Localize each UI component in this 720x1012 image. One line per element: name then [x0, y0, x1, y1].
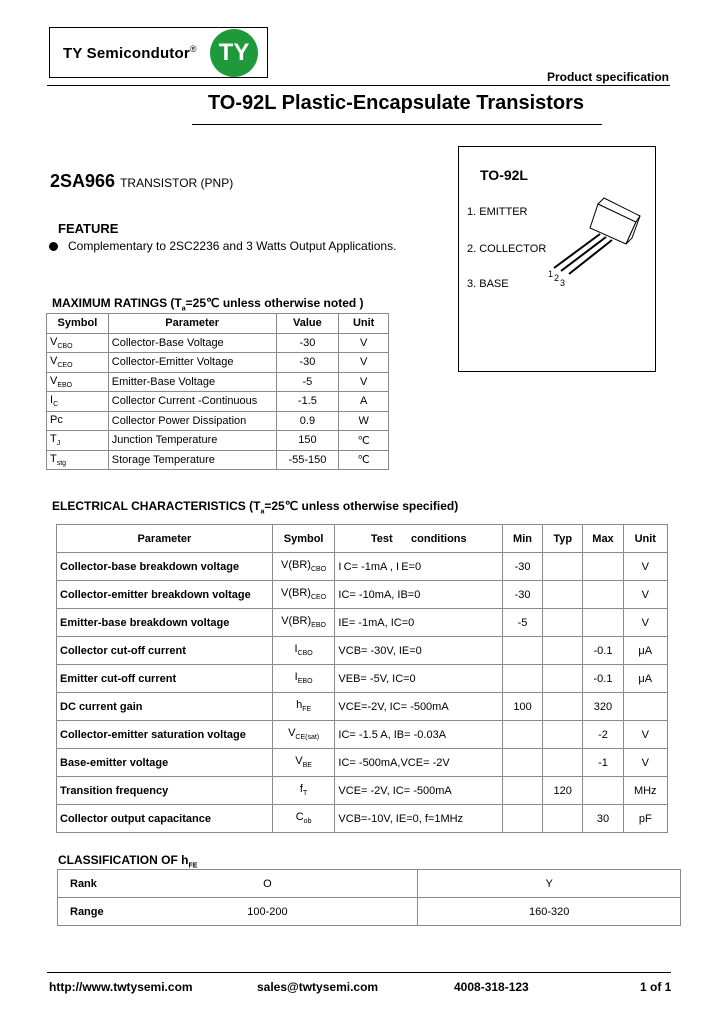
parameter-cell: Collector-emitter breakdown voltage — [57, 581, 273, 609]
max-cell — [583, 609, 623, 637]
col-header: Typ — [542, 525, 582, 553]
condition-cell: VEB= -5V, IC=0 — [335, 665, 503, 693]
unit-cell: V — [339, 333, 389, 353]
parameter-cell: Collector output capacitance — [57, 805, 273, 833]
unit-cell: μA — [623, 665, 667, 693]
parameter-cell: Collector cut-off current — [57, 637, 273, 665]
col-header: Parameter — [57, 525, 273, 553]
typ-cell — [542, 553, 582, 581]
unit-cell — [623, 693, 667, 721]
symbol-cell: $V(BR)_{CBO}$ — [272, 553, 335, 581]
parameter-cell: Emitter-Base Voltage — [108, 372, 276, 392]
condition-cell: VCE=-2V, IC= -500mA — [335, 693, 503, 721]
min-cell — [503, 749, 543, 777]
header-divider — [47, 85, 670, 86]
footer-url[interactable]: http://www.twtysemi.com — [49, 980, 193, 994]
col-header: Symbol — [272, 525, 335, 553]
max-cell — [583, 581, 623, 609]
classification-table — [57, 869, 681, 926]
value-cell: 0.9 — [276, 411, 339, 431]
max-ratings-table — [46, 313, 389, 470]
col-header: Symbol — [47, 314, 109, 334]
max-ratings-title: MAXIMUM RATINGS ($T_a=25℃$ unless otherwise noted ) — [52, 296, 364, 313]
feature-text: Complementary to 2SC2236 and 3 Watts Output Applications. — [68, 239, 397, 253]
typ-cell — [542, 805, 582, 833]
value-cell: 150 — [276, 431, 339, 451]
min-cell: -30 — [503, 553, 543, 581]
table-row — [47, 392, 389, 412]
electrical-title: ELECTRICAL CHARACTERISTICS ($T_a=25℃$ unless otherwise specified) — [52, 499, 459, 516]
max-cell: -1 — [583, 749, 623, 777]
unit-cell: ℃ — [339, 431, 389, 451]
footer-divider — [47, 972, 671, 973]
parameter-cell: Base-emitter voltage — [57, 749, 273, 777]
rank-label: Rank — [58, 870, 118, 898]
col-header: Parameter — [108, 314, 276, 334]
unit-cell: MHz — [623, 777, 667, 805]
condition-cell: IC= -500mA,VCE= -2V — [335, 749, 503, 777]
symbol-cell: $I_C$ — [47, 392, 109, 412]
unit-cell: V — [623, 749, 667, 777]
symbol-cell: Pc — [47, 411, 109, 431]
package-name: TO-92L — [480, 167, 528, 183]
table-row — [47, 353, 389, 373]
ty-logo: TY — [210, 29, 258, 77]
unit-cell: V — [623, 553, 667, 581]
to92l-package-icon — [540, 182, 650, 292]
condition-cell: VCE= -2V, IC= -500mA — [335, 777, 503, 805]
table-row — [57, 749, 668, 777]
electrical-table — [56, 524, 668, 833]
min-cell — [503, 777, 543, 805]
table-row — [47, 450, 389, 470]
unit-cell: A — [339, 392, 389, 412]
product-specification-label: Product specification — [546, 70, 669, 84]
max-cell — [583, 553, 623, 581]
value-cell: -5 — [276, 372, 339, 392]
rank-y: Y — [418, 870, 681, 898]
electrical-header-row — [57, 525, 668, 553]
min-cell: 100 — [503, 693, 543, 721]
pin-number-3: 3 — [560, 278, 566, 288]
max-cell: 320 — [583, 693, 623, 721]
parameter-cell: Storage Temperature — [108, 450, 276, 470]
parameter-cell: Collector Current -Continuous — [108, 392, 276, 412]
unit-cell: V — [339, 372, 389, 392]
value-cell: -30 — [276, 333, 339, 353]
unit-cell: V — [623, 721, 667, 749]
condition-cell: I C= -1mA , I E=0 — [335, 553, 503, 581]
part-heading — [50, 171, 233, 192]
table-row — [57, 581, 668, 609]
typ-cell: 120 — [542, 777, 582, 805]
value-cell: -30 — [276, 353, 339, 373]
symbol-cell: $I_{CBO}$ — [272, 637, 335, 665]
pin-number-1: 1 — [548, 269, 554, 279]
symbol-cell: $V_{CEO}$ — [47, 353, 109, 373]
min-cell: -30 — [503, 581, 543, 609]
value-cell: -1.5 — [276, 392, 339, 412]
range-o: 100-200 — [117, 898, 417, 926]
rank-o: O — [117, 870, 417, 898]
title-underline — [192, 124, 602, 125]
condition-cell: VCB= -30V, IE=0 — [335, 637, 503, 665]
unit-cell: V — [623, 609, 667, 637]
table-row — [57, 609, 668, 637]
parameter-cell: Emitter-base breakdown voltage — [57, 609, 273, 637]
parameter-cell: Collector-Emitter Voltage — [108, 353, 276, 373]
parameter-cell: Collector-emitter saturation voltage — [57, 721, 273, 749]
range-label: Range — [58, 898, 118, 926]
parameter-cell: Junction Temperature — [108, 431, 276, 451]
typ-cell — [542, 749, 582, 777]
min-cell: -5 — [503, 609, 543, 637]
table-row — [47, 372, 389, 392]
table-row — [47, 411, 389, 431]
max-cell: -0.1 — [583, 637, 623, 665]
feature-heading: FEATURE — [58, 221, 119, 236]
symbol-cell: $V_{BE}$ — [272, 749, 335, 777]
value-cell: -55-150 — [276, 450, 339, 470]
col-header: Unit — [623, 525, 667, 553]
condition-cell: IC= -10mA, IB=0 — [335, 581, 503, 609]
table-row — [57, 665, 668, 693]
footer-email[interactable]: sales@twtysemi.com — [257, 980, 379, 994]
max-cell: -0.1 — [583, 665, 623, 693]
bullet-icon — [49, 242, 58, 251]
symbol-cell: $V(BR)_{CEO}$ — [272, 581, 335, 609]
condition-cell: VCB=-10V, IE=0, f=1MHz — [335, 805, 503, 833]
typ-cell — [542, 721, 582, 749]
typ-cell — [542, 609, 582, 637]
min-cell — [503, 665, 543, 693]
pin-3-label: 3. BASE — [467, 278, 509, 290]
min-cell — [503, 721, 543, 749]
footer-phone: 4008-318-123 — [454, 980, 529, 994]
typ-cell — [542, 693, 582, 721]
footer-page-number: 1 of 1 — [640, 980, 672, 994]
classification-title: CLASSIFICATION OF $h_{FE}$ — [58, 853, 198, 870]
symbol-cell: $I_{EBO}$ — [272, 665, 335, 693]
symbol-cell: $V(BR)_{EBO}$ — [272, 609, 335, 637]
unit-cell: μA — [623, 637, 667, 665]
col-header: Unit — [339, 314, 389, 334]
table-row — [57, 721, 668, 749]
symbol-cell: $h_{FE}$ — [272, 693, 335, 721]
max-cell: -2 — [583, 721, 623, 749]
min-cell — [503, 637, 543, 665]
parameter-cell: Emitter cut-off current — [57, 665, 273, 693]
condition-cell: IC= -1.5 A, IB= -0.03A — [335, 721, 503, 749]
pin-2-label: 2. COLLECTOR — [467, 243, 547, 255]
unit-cell: V — [339, 353, 389, 373]
part-description: TRANSISTOR (PNP) — [120, 176, 234, 190]
typ-cell — [542, 665, 582, 693]
col-header: Min — [503, 525, 543, 553]
pin-1-label: 1. EMITTER — [467, 206, 528, 218]
parameter-cell: Collector-base breakdown voltage — [57, 553, 273, 581]
unit-cell: W — [339, 411, 389, 431]
rank-row — [58, 870, 681, 898]
col-header: Value — [276, 314, 339, 334]
brand-name: TY Semicondutor® — [63, 44, 197, 62]
max-cell — [583, 777, 623, 805]
col-header: Test conditions — [335, 525, 503, 553]
table-row — [57, 777, 668, 805]
max-cell: 30 — [583, 805, 623, 833]
max-ratings-header-row — [47, 314, 389, 334]
page-title: TO-92L Plastic-Encapsulate Transistors — [207, 92, 585, 114]
parameter-cell: DC current gain — [57, 693, 273, 721]
symbol-cell: $T_J$ — [47, 431, 109, 451]
symbol-cell: $V_{CBO}$ — [47, 333, 109, 353]
min-cell — [503, 805, 543, 833]
table-row — [57, 637, 668, 665]
typ-cell — [542, 637, 582, 665]
unit-cell: pF — [623, 805, 667, 833]
table-row — [57, 553, 668, 581]
unit-cell: V — [623, 581, 667, 609]
table-row — [57, 805, 668, 833]
pin-number-2: 2 — [554, 273, 560, 283]
symbol-cell: $V_{CE(sat)}$ — [272, 721, 335, 749]
symbol-cell: $T_{stg}$ — [47, 450, 109, 470]
symbol-cell: $V_{EBO}$ — [47, 372, 109, 392]
parameter-cell: Collector-Base Voltage — [108, 333, 276, 353]
typ-cell — [542, 581, 582, 609]
range-y: 160-320 — [418, 898, 681, 926]
unit-cell: ℃ — [339, 450, 389, 470]
parameter-cell: Collector Power Dissipation — [108, 411, 276, 431]
symbol-cell: $f_T$ — [272, 777, 335, 805]
part-number: 2SA966 — [50, 171, 116, 191]
condition-cell: IE= -1mA, IC=0 — [335, 609, 503, 637]
range-row — [58, 898, 681, 926]
parameter-cell: Transition frequency — [57, 777, 273, 805]
table-row — [57, 693, 668, 721]
table-row — [47, 431, 389, 451]
table-row — [47, 333, 389, 353]
col-header: Max — [583, 525, 623, 553]
symbol-cell: $C_{ob}$ — [272, 805, 335, 833]
